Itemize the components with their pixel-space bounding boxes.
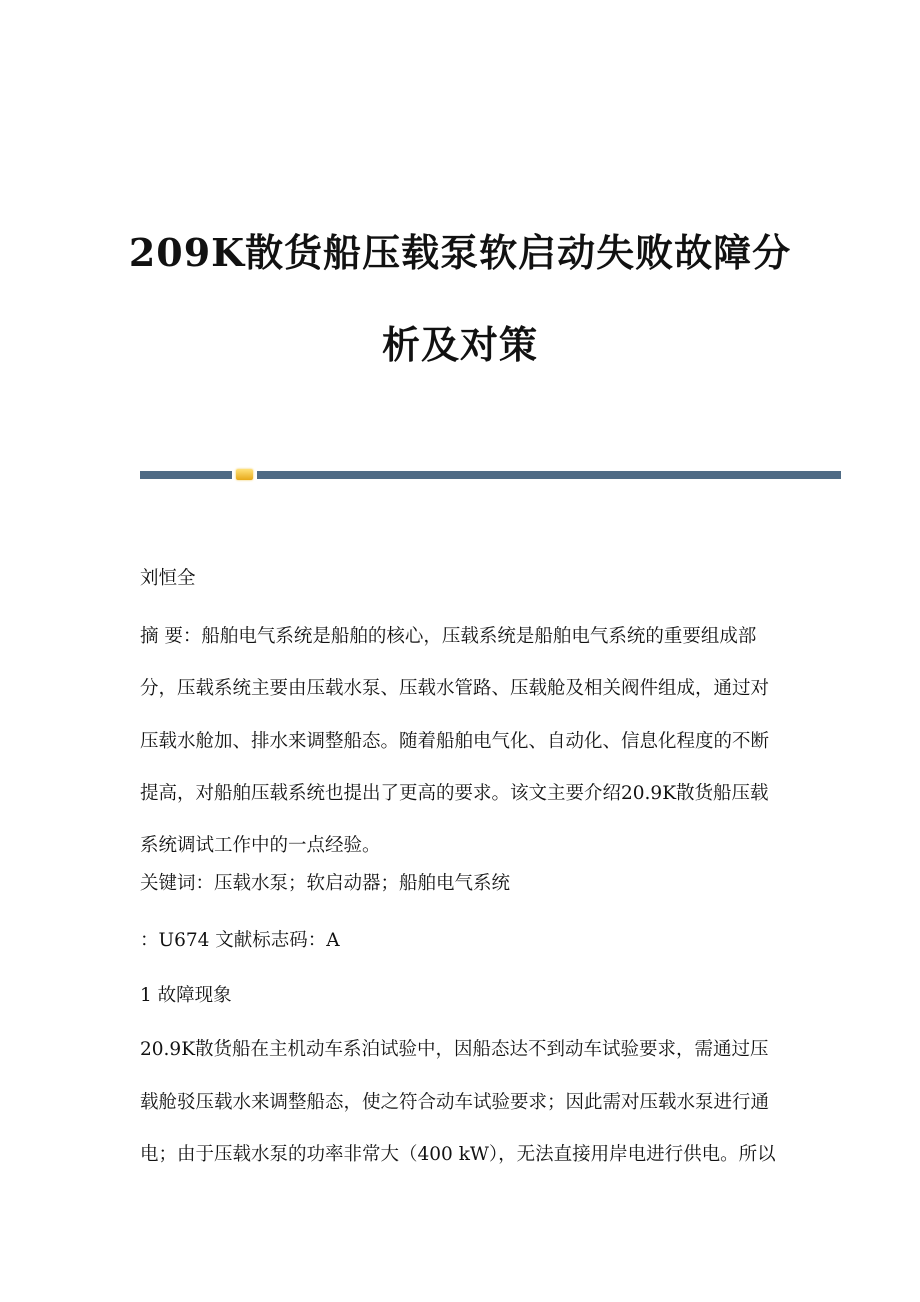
author: 刘恒全: [140, 568, 196, 589]
body-line: 载舱驳压载水来调整船态，使之符合动车试验要求；因此需对压载水泵进行通: [140, 1092, 770, 1113]
body-line: 电；由于压载水泵的功率非常大（400 kW），无法直接用岸电进行供电。所以: [140, 1144, 776, 1165]
keywords: 关键词：压载水泵；软启动器；船舶电气系统: [140, 873, 511, 894]
section-heading: 1 故障现象: [140, 985, 232, 1006]
abstract-line: 摘 要：船舶电气系统是船舶的核心，压载系统是船舶电气系统的重要组成部: [140, 626, 757, 647]
abstract-line: 分，压载系统主要由压载水泵、压载水管路、压载舱及相关阀件组成，通过对: [140, 678, 770, 699]
document-title-line-2: 析及对策: [381, 322, 538, 367]
classification-code: ：U674 文献标志码：A: [140, 930, 340, 951]
abstract-line: 压载水舱加、排水来调整船态。随着船舶电气化、自动化、信息化程度的不断: [140, 731, 770, 752]
abstract-line: 提高，对船舶压载系统也提出了更高的要求。该文主要介绍20.9K散货船压载: [140, 783, 769, 804]
body-line: 20.9K散货船在主机动车系泊试验中，因船态达不到动车试验要求，需通过压: [140, 1039, 769, 1060]
title-divider-right: [257, 471, 841, 479]
title-divider-left: [140, 471, 232, 479]
document-title-line-1: 209K散货船压载泵软启动失败故障分: [128, 230, 792, 275]
divider-ornament-icon: [236, 469, 253, 480]
abstract-line: 系统调试工作中的一点经验。: [140, 835, 381, 856]
